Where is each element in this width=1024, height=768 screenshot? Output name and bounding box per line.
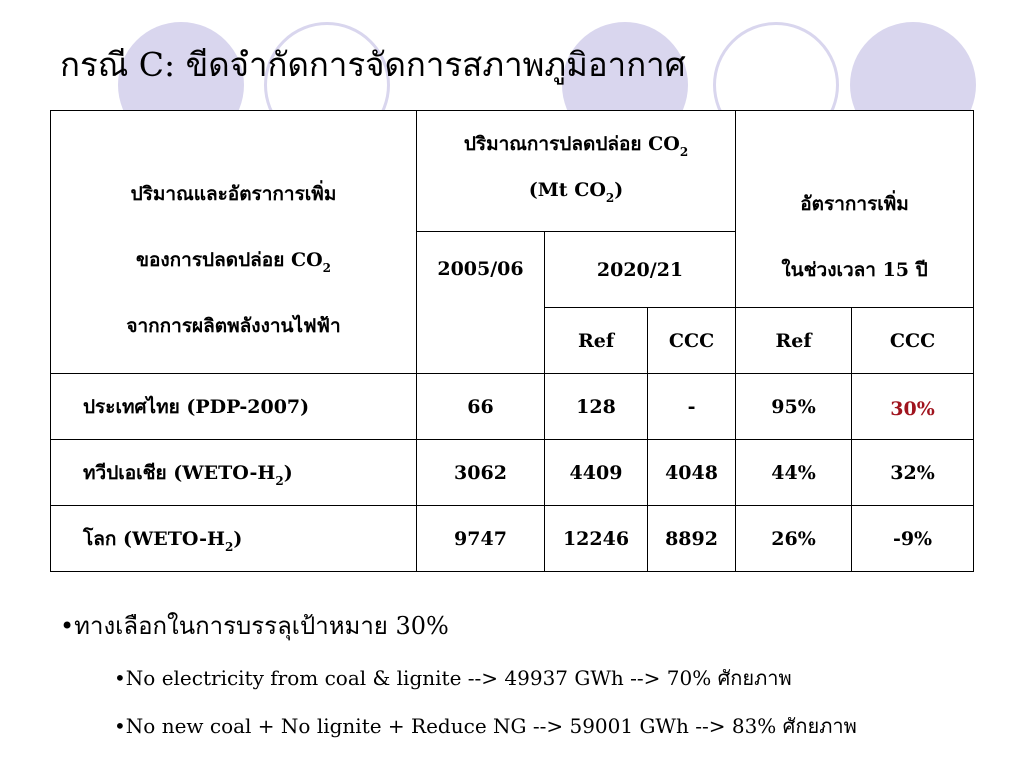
row-label: โลก $(WETO-H_2)$ <box>51 506 417 572</box>
bullet-main: •ทางเลือกในการบรรลุเป้าหมาย 30% <box>60 612 449 640</box>
growth-header-line-1: อัตราการเพิ่ม <box>800 193 909 215</box>
emissions-header <box>417 111 736 232</box>
table-row <box>51 506 974 572</box>
cell-base: 9747 <box>417 506 545 572</box>
corner-header-line-1: ปริมาณและอัตราการเพิ่ม <box>130 183 337 205</box>
row-label: ทวีปเอเชีย $(WETO-H_2)$ <box>51 440 417 506</box>
cell-ccc: - <box>648 374 736 440</box>
table-row <box>51 440 974 506</box>
slide-title: กรณี C: ขีดจำกัดการจัดการสภาพภูมิอากาศ <box>60 45 686 84</box>
cell-growth-ccc: -9% <box>852 506 974 572</box>
cell-base: 66 <box>417 374 545 440</box>
bullet-sub-2: •No new coal + No lignite + Reduce NG --> 59001 GWh --> 83% ศักยภาพ <box>114 714 857 738</box>
corner-header-line-3: จากการผลิตพลังงานไฟฟ้า <box>126 315 341 337</box>
growth-header <box>736 111 974 308</box>
subheader-ccc-growth: CCC <box>852 308 974 374</box>
cell-base: 3062 <box>417 440 545 506</box>
cell-growth-ccc: 32% <box>852 440 974 506</box>
cell-growth-ccc-highlight: 30% <box>852 374 974 440</box>
cell-growth-ref: 95% <box>736 374 852 440</box>
growth-header-line-2: ในช่วงเวลา 15 ปี <box>781 259 928 281</box>
year-base-header: 2005/06 <box>417 232 545 374</box>
cell-ref: 4409 <box>545 440 648 506</box>
table-row <box>51 374 974 440</box>
corner-header-line-2: ของการปลดปล่อย $CO_2$ <box>136 249 331 275</box>
cell-growth-ref: 26% <box>736 506 852 572</box>
corner-header <box>51 111 417 374</box>
subheader-ccc-emissions: CCC <box>648 308 736 374</box>
cell-ccc: 4048 <box>648 440 736 506</box>
subheader-ref-emissions: Ref <box>545 308 648 374</box>
emissions-header-line-1: ปริมาณการปลดปล่อย $CO_2$ <box>463 133 689 159</box>
subheader-ref-growth: Ref <box>736 308 852 374</box>
cell-ref: 12246 <box>545 506 648 572</box>
row-label: ประเทศไทย (PDP-2007) <box>51 374 417 440</box>
bullet-sub-1: •No electricity from coal & lignite --> 49937 GWh --> 70% ศักยภาพ <box>114 666 792 690</box>
emissions-header-line-2: (Mt $CO_2$) <box>528 179 624 205</box>
emissions-table <box>50 110 974 572</box>
cell-growth-ref: 44% <box>736 440 852 506</box>
cell-ref: 128 <box>545 374 648 440</box>
cell-ccc: 8892 <box>648 506 736 572</box>
year-target-header: 2020/21 <box>545 232 736 308</box>
